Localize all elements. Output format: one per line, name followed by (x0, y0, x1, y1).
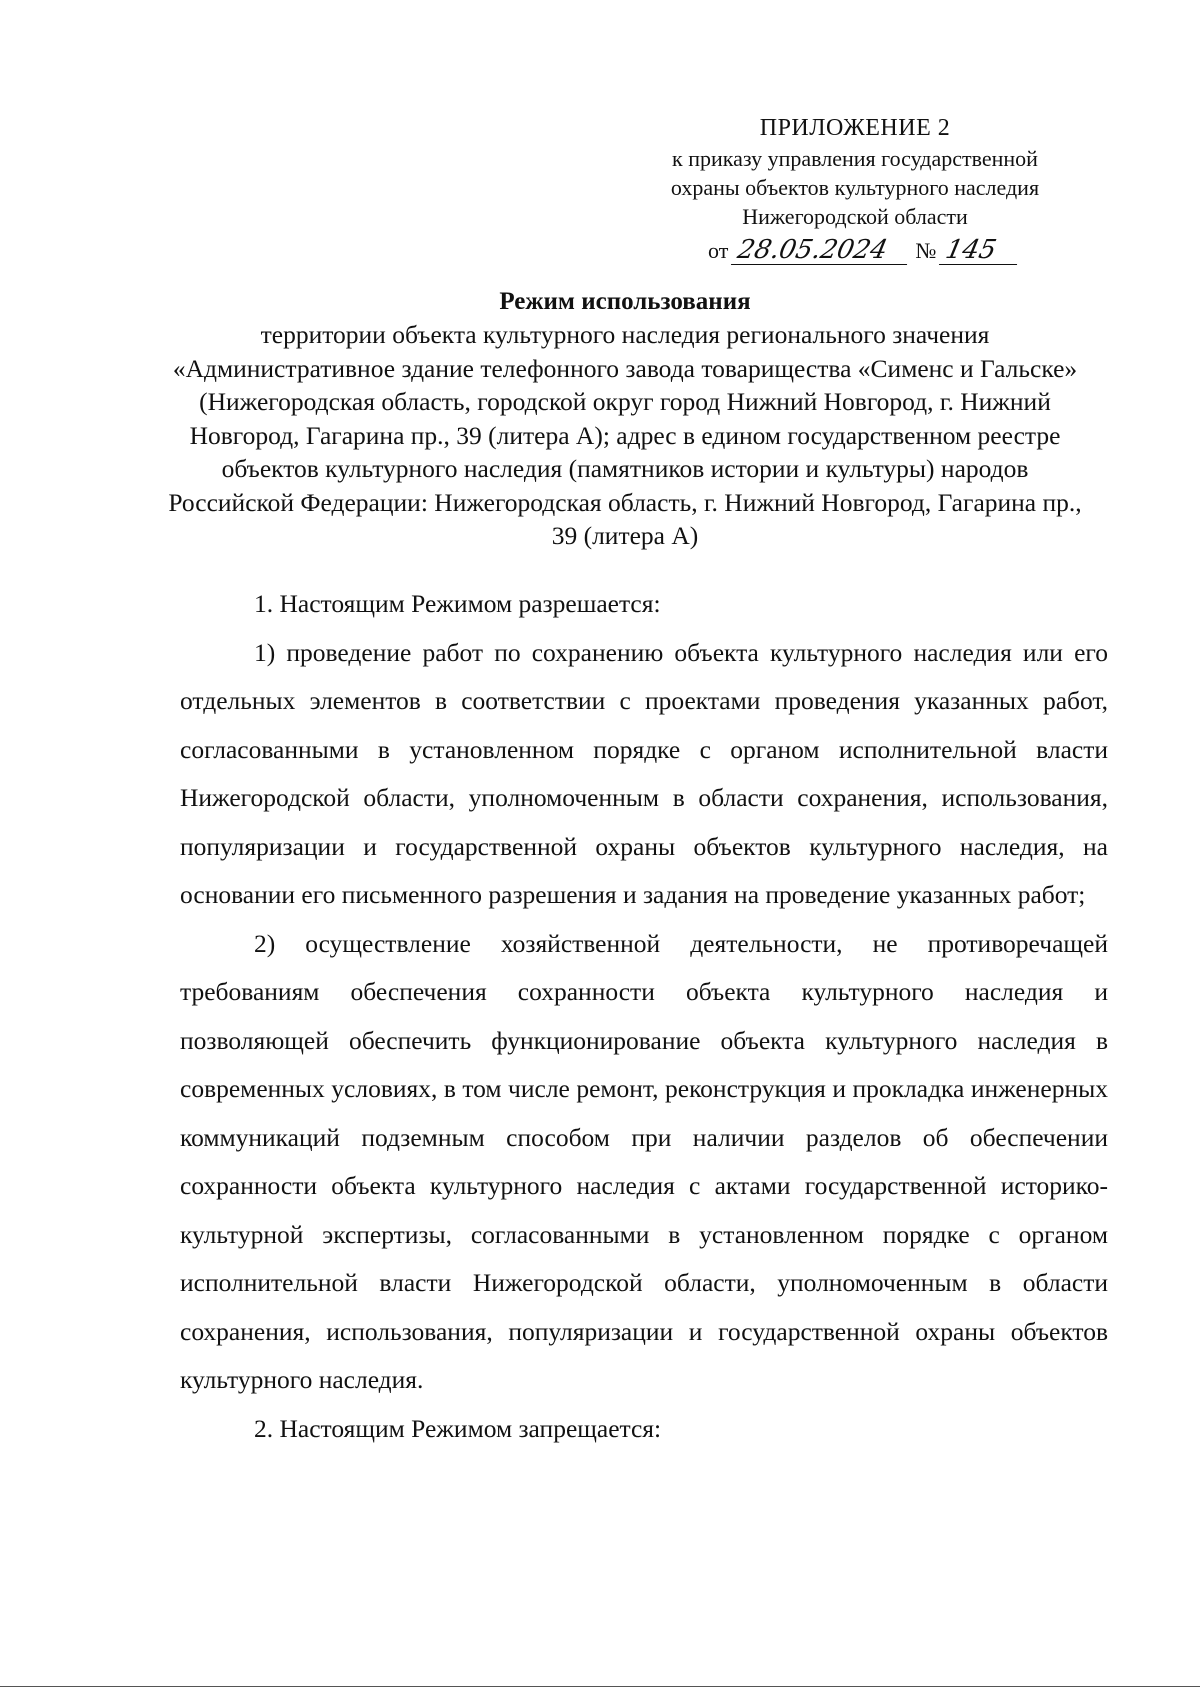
order-date-line (708, 236, 1020, 266)
appendix-header (620, 112, 1090, 231)
header-line-1: к приказу управления государственной (672, 146, 1038, 171)
appendix-label: ПРИЛОЖЕНИЕ 2 (759, 115, 951, 141)
document-subtitle: территории объекта культурного наследия регионального значения «Административное здание телефонного завода товарищества «Сименс и Гальске» (Нижегородская область, городской округ город Нижний Новгород, г. Нижний Новгород, Гагарина пр., 39 (литера А); адрес в едином государственном реестре объектов культурного наследия (памятников истории и культуры) народов Российской Федерации: Нижегородская область, г. Нижний Новгород, Гагарина пр., 39 (литера А) (168, 320, 1082, 550)
date-prefix: от (708, 238, 729, 263)
handwritten-date: 28.05.2024 (731, 236, 913, 265)
header-line-3: Нижегородской области (742, 204, 968, 229)
paragraph-2: 2. Настоящим Режимом запрещается: (254, 1413, 662, 1443)
document-title: Режим использования (499, 288, 751, 315)
paragraph-1: 1. Настоящим Режимом разрешается: (254, 589, 661, 618)
document-body (180, 580, 1108, 1453)
paragraph-1-1: 1) проведение работ по сохранению объекта культурного наследия или его отдельных элементов в соответствии с проектами проведения указанных работ, согласованными в установленном порядке с органом исполнительной власти Нижегородской области, уполномоченным в области сохранения, использования, популяризации и государственной охраны объектов культурного наследия, на основании его письменного разрешения и задания на проведение указанных работ; (180, 637, 1108, 909)
paragraph-1-2: 2) осуществление хозяйственной деятельности, не противоречащей требованиям обеспечения сохранности объекта культурного наследия и позволяющей обеспечить функционирование объекта культурного наследия в современных условиях, в том числе ремонт, реконструкция и прокладка инженерных коммуникаций подземным способом при наличии разделов об обеспечении сохранности объекта культурного наследия с актами государственной историко-культурной экспертизы, согласованными в установленном порядке с органом исполнительной власти Нижегородской области, уполномоченным в области сохранения, использования, популяризации и государственной охраны объектов культурного наследия. (180, 928, 1108, 1394)
handwritten-number: 145 (939, 236, 1023, 265)
bottom-rule (0, 1686, 1200, 1687)
header-line-2: охраны объектов культурного наследия (670, 175, 1040, 200)
number-prefix: № (915, 238, 937, 263)
